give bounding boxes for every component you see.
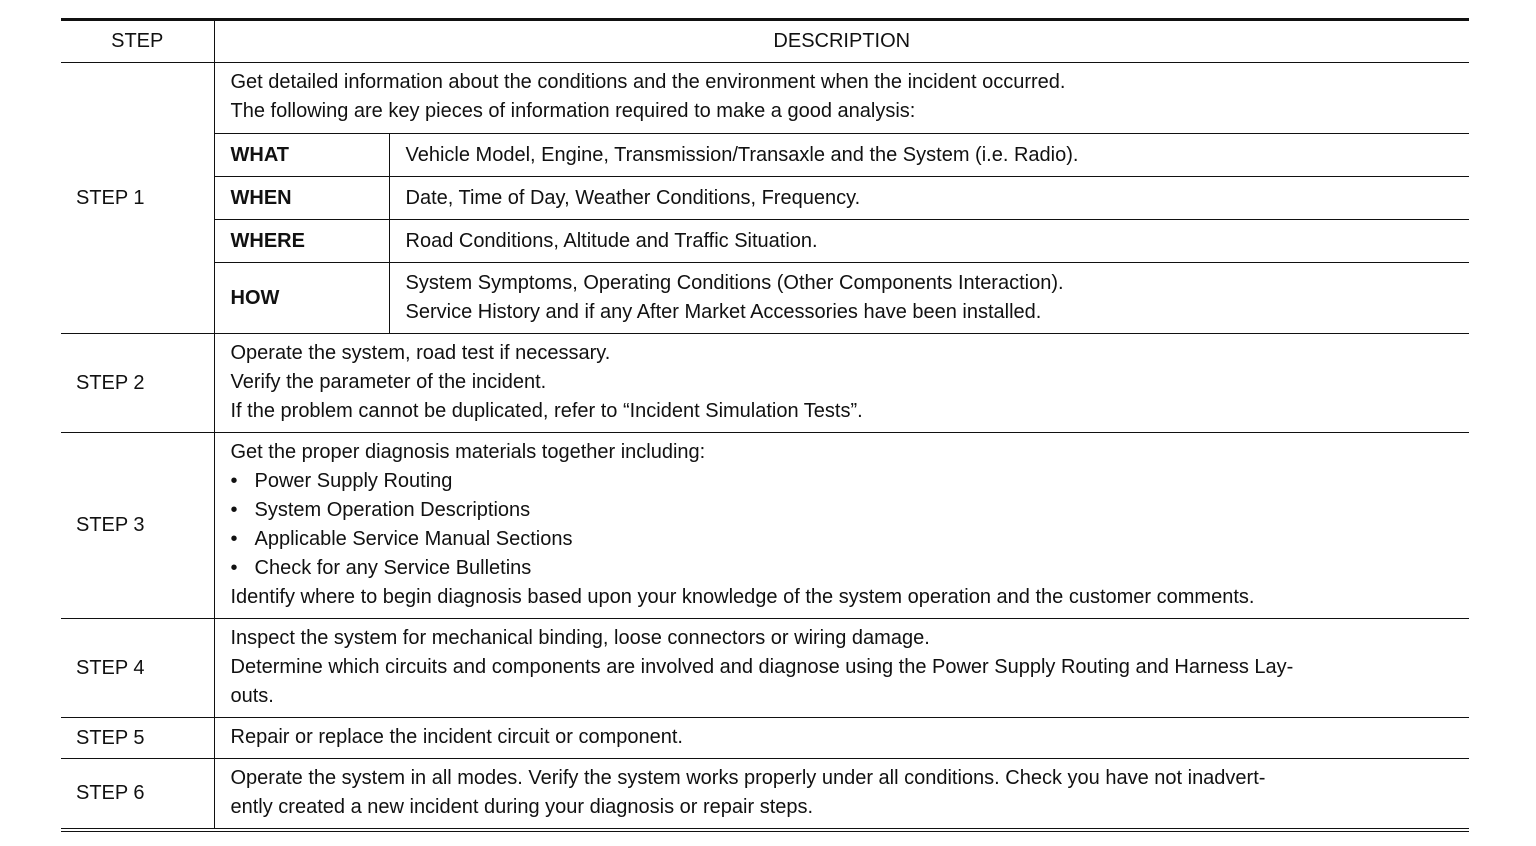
- bullet-icon: •: [230, 499, 238, 521]
- key-value-how: [389, 263, 1469, 334]
- bullet-icon: •: [230, 528, 238, 550]
- step-3-row: [61, 433, 1469, 619]
- key-value-when: Date, Time of Day, Weather Conditions, Frequency.: [389, 177, 1469, 220]
- key-value-what: Vehicle Model, Engine, Transmission/Transaxle and the System (i.e. Radio).: [389, 134, 1469, 177]
- key-value-where: Road Conditions, Altitude and Traffic Situation.: [389, 220, 1469, 263]
- step-3-outro: Identify where to begin diagnosis based upon your knowledge of the system operation and the customer comments.: [230, 586, 1255, 608]
- list-item: [231, 554, 1454, 583]
- step-column-header: STEP: [61, 20, 214, 63]
- list-item-text: Power Supply Routing: [254, 470, 453, 492]
- step-6-line: ently created a new incident during your diagnosis or repair steps.: [230, 796, 814, 818]
- key-value-how-line: System Symptoms, Operating Conditions (Other Components Interaction).: [405, 272, 1064, 294]
- key-info-row-what: [215, 134, 1470, 177]
- list-item-text: Applicable Service Manual Sections: [254, 528, 573, 550]
- step-6-line: Operate the system in all modes. Verify the system works properly under all conditions. Check you have not inadvert-: [230, 767, 1266, 789]
- description-column-header: DESCRIPTION: [214, 20, 1469, 63]
- key-info-row-when: [215, 177, 1470, 220]
- step-4-line: Inspect the system for mechanical binding, loose connectors or wiring damage.: [230, 627, 930, 649]
- step-1-intro-line: The following are key pieces of information required to make a good analysis:: [230, 100, 916, 122]
- step-5-description: [214, 718, 1469, 759]
- step-6-description: [214, 759, 1469, 831]
- key-info-row-where: [215, 220, 1470, 263]
- step-2-line: Operate the system, road test if necessary.: [230, 342, 611, 364]
- step-1-label: STEP 1: [61, 63, 214, 334]
- step-4-description: [214, 619, 1469, 718]
- step-3-intro: Get the proper diagnosis materials together including:: [230, 441, 706, 463]
- table-header-row: [61, 20, 1469, 63]
- list-item: [231, 525, 1454, 554]
- step-4-line: outs.: [230, 685, 274, 707]
- key-label-where: WHERE: [215, 220, 390, 263]
- step-2-line: If the problem cannot be duplicated, refer to “Incident Simulation Tests”.: [230, 400, 863, 422]
- step-3-label: STEP 3: [61, 433, 214, 619]
- step-1-description: [214, 63, 1469, 334]
- step-4-line: Determine which circuits and components are involved and diagnose using the Power Supply Routing and Harness Lay-: [230, 656, 1294, 678]
- step-1-row: [61, 63, 1469, 334]
- list-item: [231, 467, 1454, 496]
- step-2-line: Verify the parameter of the incident.: [230, 371, 547, 393]
- bullet-icon: •: [230, 557, 238, 579]
- step-4-row: [61, 619, 1469, 718]
- key-label-what: WHAT: [215, 134, 390, 177]
- key-label-when: WHEN: [215, 177, 390, 220]
- step-3-description: [214, 433, 1469, 619]
- step-2-description: [214, 334, 1469, 433]
- key-value-how-line: Service History and if any After Market Accessories have been installed.: [405, 301, 1042, 323]
- step-4-label: STEP 4: [61, 619, 214, 718]
- step-2-row: [61, 334, 1469, 433]
- step-5-line: Repair or replace the incident circuit or component.: [230, 726, 683, 748]
- step-5-label: STEP 5: [61, 718, 214, 759]
- list-item-text: System Operation Descriptions: [254, 499, 531, 521]
- diagnosis-steps-table: [61, 18, 1469, 832]
- key-information-table: [215, 133, 1470, 333]
- step-6-row: [61, 759, 1469, 831]
- step-6-label: STEP 6: [61, 759, 214, 831]
- key-info-row-how: [215, 263, 1470, 334]
- list-item-text: Check for any Service Bulletins: [254, 557, 532, 579]
- step-1-intro-line: Get detailed information about the conditions and the environment when the incident occurred.: [230, 71, 1066, 93]
- bullet-icon: •: [230, 470, 238, 492]
- step-2-label: STEP 2: [61, 334, 214, 433]
- step-5-row: [61, 718, 1469, 759]
- key-label-how: HOW: [215, 263, 390, 334]
- list-item: [231, 496, 1454, 525]
